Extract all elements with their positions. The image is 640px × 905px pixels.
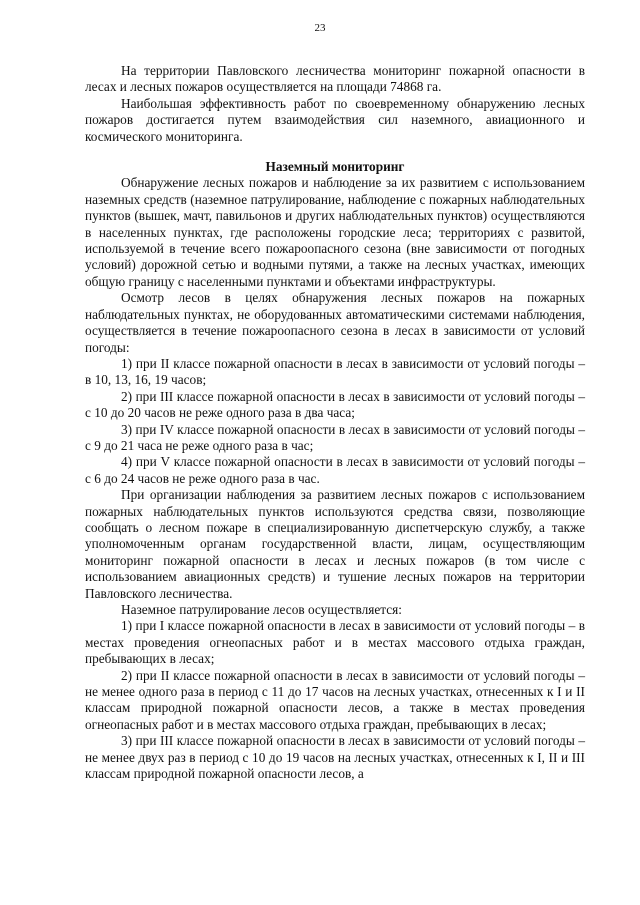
list-item-patrol-class-1: 1) при I классе пожарной опасности в лесах в зависимости от условий погоды – в местах проведения огнеопасных работ и в местах массового отдыха граждан, пребывающих в лесах; [85,618,585,667]
paragraph-territory-area: На территории Павловского лесничества мониторинг пожарной опасности в лесах и лесных пожаров осуществляется на площади 74868 га. [85,63,585,95]
paragraph-communication-means: При организации наблюдения за развитием лесных пожаров с использованием пожарных наблюдательных пунктов используются средства связи, позволяющие сообщать о лесном пожаре в специализированную диспетчерскую службу, а также уполномоченным органам государственной власти, лицам, осуществляющим мониторинг пожарной опасности в лесах и лесных пожаров (в том числе с использованием авиационных средств) и тушение лесных пожаров на территории Павловского лесничества. [85,487,585,601]
paragraph-forest-inspection: Осмотр лесов в целях обнаружения лесных пожаров на пожарных наблюдательных пунктах, не оборудованных автоматическими системами наблюдения, осуществляется в течение пожароопасного сезона в лесах в зависимости от условий погоды: [85,290,585,355]
document-body [85,63,585,782]
list-item-inspection-class-2: 1) при II классе пожарной опасности в лесах в зависимости от условий погоды – в 10, 13, 16, 19 часов; [85,355,585,388]
paragraph-patrol-intro: Наземное патрулирование лесов осуществляется: [121,602,402,617]
paragraph-monitoring-efficiency: Наибольшая эффективность работ по своевременному обнаружению лесных пожаров достигается путем взаимодействия сил наземного, авиационного и космического мониторинга. [85,95,585,144]
list-item-inspection-class-3: 2) при III классе пожарной опасности в лесах в зависимости от условий погоды – с 10 до 20 часов не реже одного раза в два часа; [85,388,585,421]
page-number: 23 [314,22,326,34]
list-item-patrol-class-3: 3) при III классе пожарной опасности в лесах в зависимости от условий погоды – не менее двух раз в период с 10 до 19 часов на лесных участках, отнесенных к I, II и III классам природной пожарной опасности лесов, а [85,733,585,782]
list-item-patrol-class-2: 2) при II классе пожарной опасности в лесах в зависимости от условий погоды – не менее одного раза в период с 11 до 17 часов на лесных участках, отнесенных к I и II классам природной пожарной опасности лесов, а также в местах проведения огнеопасных работ и в местах массового отдыха граждан, пребывающих в лесах; [85,667,585,732]
section-title-ground-monitoring: Наземный мониторинг [265,159,405,175]
list-item-inspection-class-5: 4) при V классе пожарной опасности в лесах в зависимости от условий погоды – с 6 до 24 часов не реже одного раза в час. [85,454,585,486]
paragraph-detection-ground-means: Обнаружение лесных пожаров и наблюдение за их развитием с использованием наземных средств (наземное патрулирование, наблюдение с пожарных наблюдательных пунктов (вышек, мачт, павильонов и других наблюдательных пунктов) осуществляются в населенных пунктах, где расположены городские леса; территориях с развитой, используемой в течение всего пожароопасного сезона (вне зависимости от погодных условий) дорожной сетью и водными путями, а также на лесных участках, имеющих общую границу с населенными пунктами и объектами инфраструктуры. [85,175,585,289]
list-item-inspection-class-4: 3) при IV классе пожарной опасности в лесах в зависимости от условий погоды – с 9 до 21 часа не реже одного раза в час; [85,421,585,453]
